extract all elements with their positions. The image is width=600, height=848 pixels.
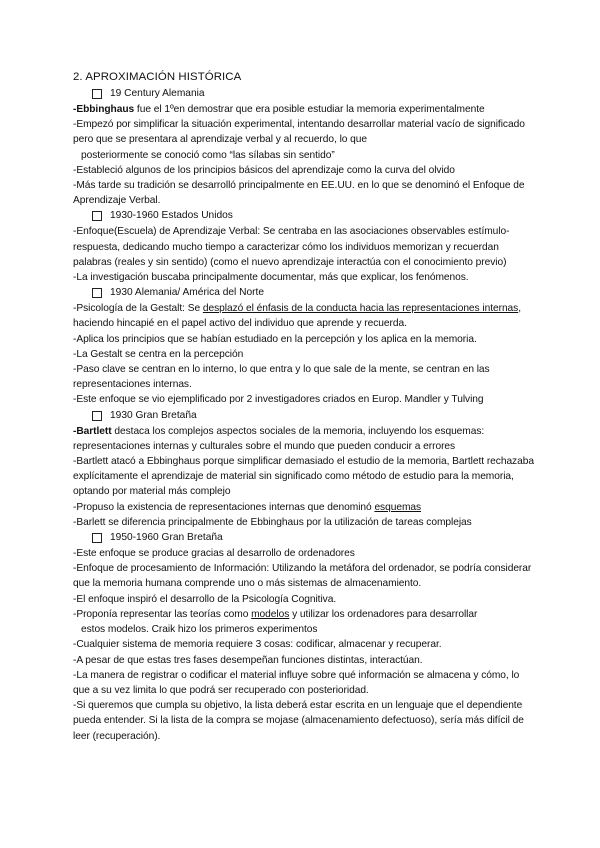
- paragraph: -Cualquier sistema de memoria requiere 3 cosas: codificar, almacenar y recuperar.: [73, 639, 442, 651]
- checkbox-icon[interactable]: [92, 211, 102, 221]
- paragraph: -Aplica los principios que se habían estudiado en la percepción y los aplica en la memoria.: [73, 333, 477, 345]
- subheading-label: 1930-1960 Estados Unidos: [110, 210, 233, 222]
- text: -Propuso la existencia de representaciones internas que denominó: [73, 501, 375, 513]
- subheading-label: 1930 Gran Bretaña: [110, 409, 197, 421]
- text: , haciendo hincapié en el papel activo del individuo que aprende y recuerda.: [73, 303, 521, 330]
- paragraph: -La Gestalt se centra en la percepción: [73, 348, 244, 360]
- bold-name: -Ebbinghaus: [73, 104, 135, 115]
- document-page: [73, 70, 535, 744]
- subheading-label: 1930 Alemania/ América del Norte: [110, 287, 265, 299]
- underlined-text: desplazó el énfasis de la conducta hacia las representaciones internas: [202, 303, 519, 315]
- underlined-text: modelos: [251, 608, 290, 620]
- paragraph: -La investigación buscaba principalmente documentar, más que explicar, los fenómenos.: [73, 272, 469, 284]
- section-title: 2. APROXIMACIÓN HISTÓRICA: [73, 71, 242, 83]
- text: -Proponía representar las teorías como: [73, 608, 252, 620]
- subheading-19-century-alemania: [73, 86, 535, 102]
- paragraph: [73, 301, 535, 331]
- checkbox-icon[interactable]: [92, 411, 102, 421]
- paragraph: -Enfoque(Escuela) de Aprendizaje Verbal: Se centraba en las asociaciones observables estímulo-respuesta, dedicando mucho tiempo a caracterizar cómo los individuos memorizan y recuerdan palabras (reales y sin sentido) (como el nuevo aprendizaje interactúa con el conocimiento previo): [73, 226, 510, 268]
- paragraph: -Bartlett atacó a Ebbinghaus porque simplificar demasiado el estudio de la memoria, Bartlett rechazaba explícitamente el aprendizaje de material sin significado como método de estudio para la memoria, optando por material más complejo: [73, 456, 534, 498]
- paragraph-continuation: posteriormente se conoció como “las sílabas sin sentido”: [81, 149, 335, 161]
- underlined-text: esquemas: [374, 501, 422, 513]
- paragraph: -Estableció algunos de los principios básicos del aprendizaje como la curva del olvido: [73, 164, 455, 176]
- checkbox-icon[interactable]: [92, 533, 102, 543]
- checkbox-icon[interactable]: [92, 89, 102, 99]
- paragraph: -Barlett se diferencia principalmente de Ebbinghaus por la utilización de tareas complejas: [73, 516, 472, 528]
- text: -Psicología de la Gestalt: Se: [73, 303, 203, 315]
- text: destaca los complejos aspectos sociales de la memoria, incluyendo los esquemas: representaciones internas y culturales sobre el mundo que pueden conducir a errores: [73, 425, 485, 452]
- paragraph-continuation: estos modelos. Craik hizo los primeros experimentos: [81, 624, 318, 636]
- paragraph: -Más tarde su tradición se desarrolló principalmente en EE.UU. en lo que se denominó el Enfoque de Aprendizaje Verbal.: [73, 180, 525, 207]
- paragraph: -Enfoque de procesamiento de Información: Utilizando la metáfora del ordenador, se podría considerar que la memoria humana comprende uno o más sistemas de almacenamiento.: [73, 563, 532, 590]
- paragraph: -Este enfoque se produce gracias al desarrollo de ordenadores: [73, 548, 355, 560]
- paragraph: -La manera de registrar o codificar el material influye sobre qué información se almacena y cómo, lo que a su vez limita lo que podrá ser recuperado con posterioridad.: [73, 669, 520, 696]
- subheading-1930-alemania-america: [73, 285, 535, 301]
- paragraph: -Este enfoque se vio ejemplificado por 2 investigadores criados en Europ. Mandler y Tulving: [73, 394, 484, 406]
- paragraph: [73, 424, 535, 454]
- text: y utilizar los ordenadores para desarrollar: [289, 608, 478, 620]
- paragraph: -Empezó por simplificar la situación experimental, intentando desarrollar material vacío de significado pero que se presentara al aprendizaje verbal y al recuerdo, lo que: [73, 119, 525, 146]
- paragraph: -Paso clave se centran en lo interno, lo que entra y lo que sale de la mente, se centran en las representaciones internas.: [73, 364, 490, 391]
- text: fue el 1ºen demostrar que era posible estudiar la memoria experimentalmente: [134, 104, 485, 115]
- subheading-1930-gran-bretana: [73, 408, 535, 424]
- paragraph: [73, 607, 535, 622]
- subheading-label: 19 Century Alemania: [110, 88, 205, 99]
- paragraph: -A pesar de que estas tres fases desempeñan funciones distintas, interactúan.: [73, 654, 423, 666]
- paragraph: [73, 500, 535, 515]
- checkbox-icon[interactable]: [92, 288, 102, 298]
- paragraph: -Si queremos que cumpla su objetivo, la lista deberá estar escrita en un lenguaje que el dependiente pueda entender. Si la lista de la compra se mojase (almacenamiento defectuoso), sería más difícil de leer (recuperación).: [73, 700, 524, 742]
- subheading-1930-1960-estados-unidos: [73, 208, 535, 224]
- paragraph: -El enfoque inspiró el desarrollo de la Psicología Cognitiva.: [73, 593, 337, 605]
- subheading-label: 1950-1960 Gran Bretaña: [110, 532, 223, 544]
- paragraph: [73, 102, 535, 117]
- subheading-1950-1960-gran-bretana: [73, 530, 535, 546]
- bold-name: -Bartlett: [73, 425, 112, 437]
